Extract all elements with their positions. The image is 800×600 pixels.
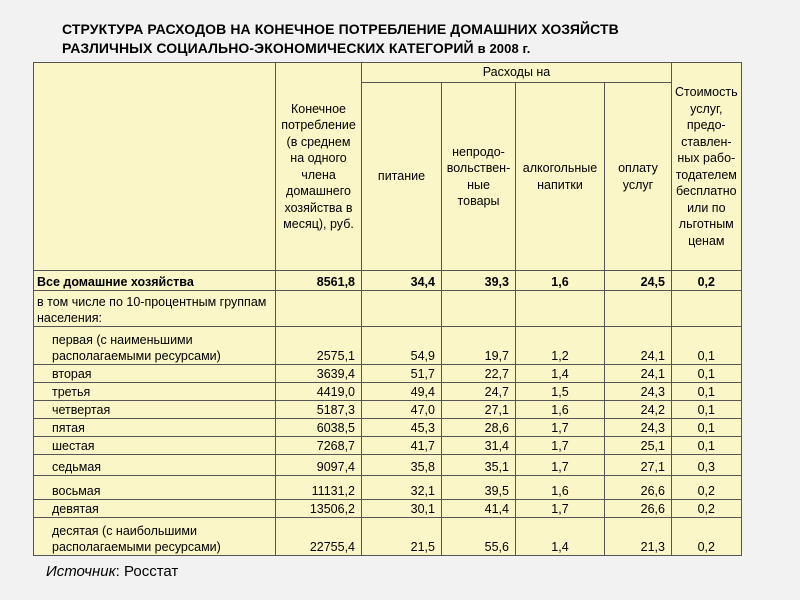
header-services: оплату услуг bbox=[605, 83, 672, 271]
subheading-label: в том числе по 10-процентным группам населения: bbox=[34, 291, 276, 327]
cell-services: 25,1 bbox=[605, 437, 672, 455]
total-row bbox=[34, 271, 742, 291]
header-row-1 bbox=[34, 63, 742, 83]
cell-nonfood: 27,1 bbox=[442, 401, 516, 419]
header-nonfood: непродо-вольствен-ные товары bbox=[442, 83, 516, 271]
cell-consumption: 5187,3 bbox=[276, 401, 362, 419]
row-label: седьмая bbox=[34, 455, 276, 476]
cell-alcohol: 1,7 bbox=[516, 455, 605, 476]
cell-free-services: 0,3 bbox=[672, 455, 742, 476]
cell-consumption: 6038,5 bbox=[276, 419, 362, 437]
header-expenses-group: Расходы на bbox=[362, 63, 672, 83]
table-row bbox=[34, 401, 742, 419]
cell-nonfood: 19,7 bbox=[442, 327, 516, 365]
cell-food: 35,8 bbox=[362, 455, 442, 476]
source-text: : Росстат bbox=[115, 563, 179, 580]
cell-free-services: 0,1 bbox=[672, 437, 742, 455]
table-row bbox=[34, 500, 742, 518]
table-row bbox=[34, 383, 742, 401]
cell-free-services: 0,1 bbox=[672, 365, 742, 383]
cell-consumption: 2575,1 bbox=[276, 327, 362, 365]
cell-nonfood: 28,6 bbox=[442, 419, 516, 437]
decile-rows bbox=[34, 327, 742, 556]
row-label: восьмая bbox=[34, 476, 276, 500]
total-free-services: 0,2 bbox=[672, 271, 742, 291]
cell-alcohol: 1,4 bbox=[516, 365, 605, 383]
cell-nonfood: 55,6 bbox=[442, 518, 516, 556]
total-services: 24,5 bbox=[605, 271, 672, 291]
cell-food: 51,7 bbox=[362, 365, 442, 383]
cell-free-services: 0,2 bbox=[672, 518, 742, 556]
table-row bbox=[34, 476, 742, 500]
source-label: Источник bbox=[46, 563, 116, 580]
cell-alcohol: 1,2 bbox=[516, 327, 605, 365]
title-line-2-text: РАЗЛИЧНЫХ СОЦИАЛЬНО-ЭКОНОМИЧЕСКИХ КАТЕГОРИЙ bbox=[62, 40, 474, 56]
cell-services: 21,3 bbox=[605, 518, 672, 556]
cell-alcohol: 1,4 bbox=[516, 518, 605, 556]
cell-food: 32,1 bbox=[362, 476, 442, 500]
expenses-structure-table bbox=[33, 62, 742, 556]
cell-food: 49,4 bbox=[362, 383, 442, 401]
cell-nonfood: 24,7 bbox=[442, 383, 516, 401]
cell-services: 26,6 bbox=[605, 476, 672, 500]
cell-nonfood: 41,4 bbox=[442, 500, 516, 518]
cell-nonfood: 35,1 bbox=[442, 455, 516, 476]
cell-nonfood: 39,5 bbox=[442, 476, 516, 500]
cell-alcohol: 1,6 bbox=[516, 476, 605, 500]
cell-consumption: 13506,2 bbox=[276, 500, 362, 518]
row-label: вторая bbox=[34, 365, 276, 383]
row-label: четвертая bbox=[34, 401, 276, 419]
cell-consumption: 7268,7 bbox=[276, 437, 362, 455]
table-row bbox=[34, 365, 742, 383]
cell-food: 21,5 bbox=[362, 518, 442, 556]
cell-services: 26,6 bbox=[605, 500, 672, 518]
total-label: Все домашние хозяйства bbox=[34, 271, 276, 291]
cell-free-services: 0,1 bbox=[672, 401, 742, 419]
cell-services: 24,1 bbox=[605, 365, 672, 383]
header-alcohol: алкогольные напитки bbox=[516, 83, 605, 271]
cell-consumption: 3639,4 bbox=[276, 365, 362, 383]
row-label: девятая bbox=[34, 500, 276, 518]
table-row bbox=[34, 437, 742, 455]
row-label: первая (с наименьшими располагаемыми ресурсами) bbox=[34, 327, 276, 365]
cell-nonfood: 22,7 bbox=[442, 365, 516, 383]
cell-consumption: 22755,4 bbox=[276, 518, 362, 556]
cell-services: 24,3 bbox=[605, 419, 672, 437]
total-consumption: 8561,8 bbox=[276, 271, 362, 291]
source-note bbox=[46, 563, 178, 580]
table-row bbox=[34, 419, 742, 437]
row-label: третья bbox=[34, 383, 276, 401]
cell-free-services: 0,2 bbox=[672, 476, 742, 500]
table-row bbox=[34, 455, 742, 476]
cell-services: 27,1 bbox=[605, 455, 672, 476]
document-title bbox=[62, 20, 782, 58]
cell-nonfood: 31,4 bbox=[442, 437, 516, 455]
title-year: в 2008 г. bbox=[477, 41, 531, 56]
table-row bbox=[34, 518, 742, 556]
cell-services: 24,1 bbox=[605, 327, 672, 365]
total-nonfood: 39,3 bbox=[442, 271, 516, 291]
cell-food: 47,0 bbox=[362, 401, 442, 419]
cell-food: 45,3 bbox=[362, 419, 442, 437]
title-line-1: СТРУКТУРА РАСХОДОВ НА КОНЕЧНОЕ ПОТРЕБЛЕНИЕ ДОМАШНИХ ХОЗЯЙСТВ bbox=[62, 21, 619, 37]
row-label: пятая bbox=[34, 419, 276, 437]
header-free-services: Стоимость услуг, предо-ставлен-ных рабо-тодателем бесплатно или по льготным ценам bbox=[672, 63, 742, 271]
header-consumption: Конечное потребление (в среднем на одного члена домашнего хозяйства в месяц), руб. bbox=[276, 63, 362, 271]
cell-alcohol: 1,5 bbox=[516, 383, 605, 401]
title-line-2 bbox=[62, 39, 782, 58]
cell-alcohol: 1,7 bbox=[516, 437, 605, 455]
cell-food: 30,1 bbox=[362, 500, 442, 518]
cell-free-services: 0,1 bbox=[672, 383, 742, 401]
subheading-row bbox=[34, 291, 742, 327]
cell-free-services: 0,2 bbox=[672, 500, 742, 518]
cell-consumption: 4419,0 bbox=[276, 383, 362, 401]
cell-services: 24,2 bbox=[605, 401, 672, 419]
cell-alcohol: 1,7 bbox=[516, 500, 605, 518]
cell-alcohol: 1,7 bbox=[516, 419, 605, 437]
header-food: питание bbox=[362, 83, 442, 271]
cell-consumption: 11131,2 bbox=[276, 476, 362, 500]
cell-food: 41,7 bbox=[362, 437, 442, 455]
row-label: шестая bbox=[34, 437, 276, 455]
total-alcohol: 1,6 bbox=[516, 271, 605, 291]
header-empty-cell bbox=[34, 63, 276, 271]
cell-free-services: 0,1 bbox=[672, 419, 742, 437]
total-food: 34,4 bbox=[362, 271, 442, 291]
row-label: десятая (с наибольшими располагаемыми ресурсами) bbox=[34, 518, 276, 556]
table-row bbox=[34, 327, 742, 365]
cell-free-services: 0,1 bbox=[672, 327, 742, 365]
cell-consumption: 9097,4 bbox=[276, 455, 362, 476]
cell-services: 24,3 bbox=[605, 383, 672, 401]
cell-alcohol: 1,6 bbox=[516, 401, 605, 419]
cell-food: 54,9 bbox=[362, 327, 442, 365]
